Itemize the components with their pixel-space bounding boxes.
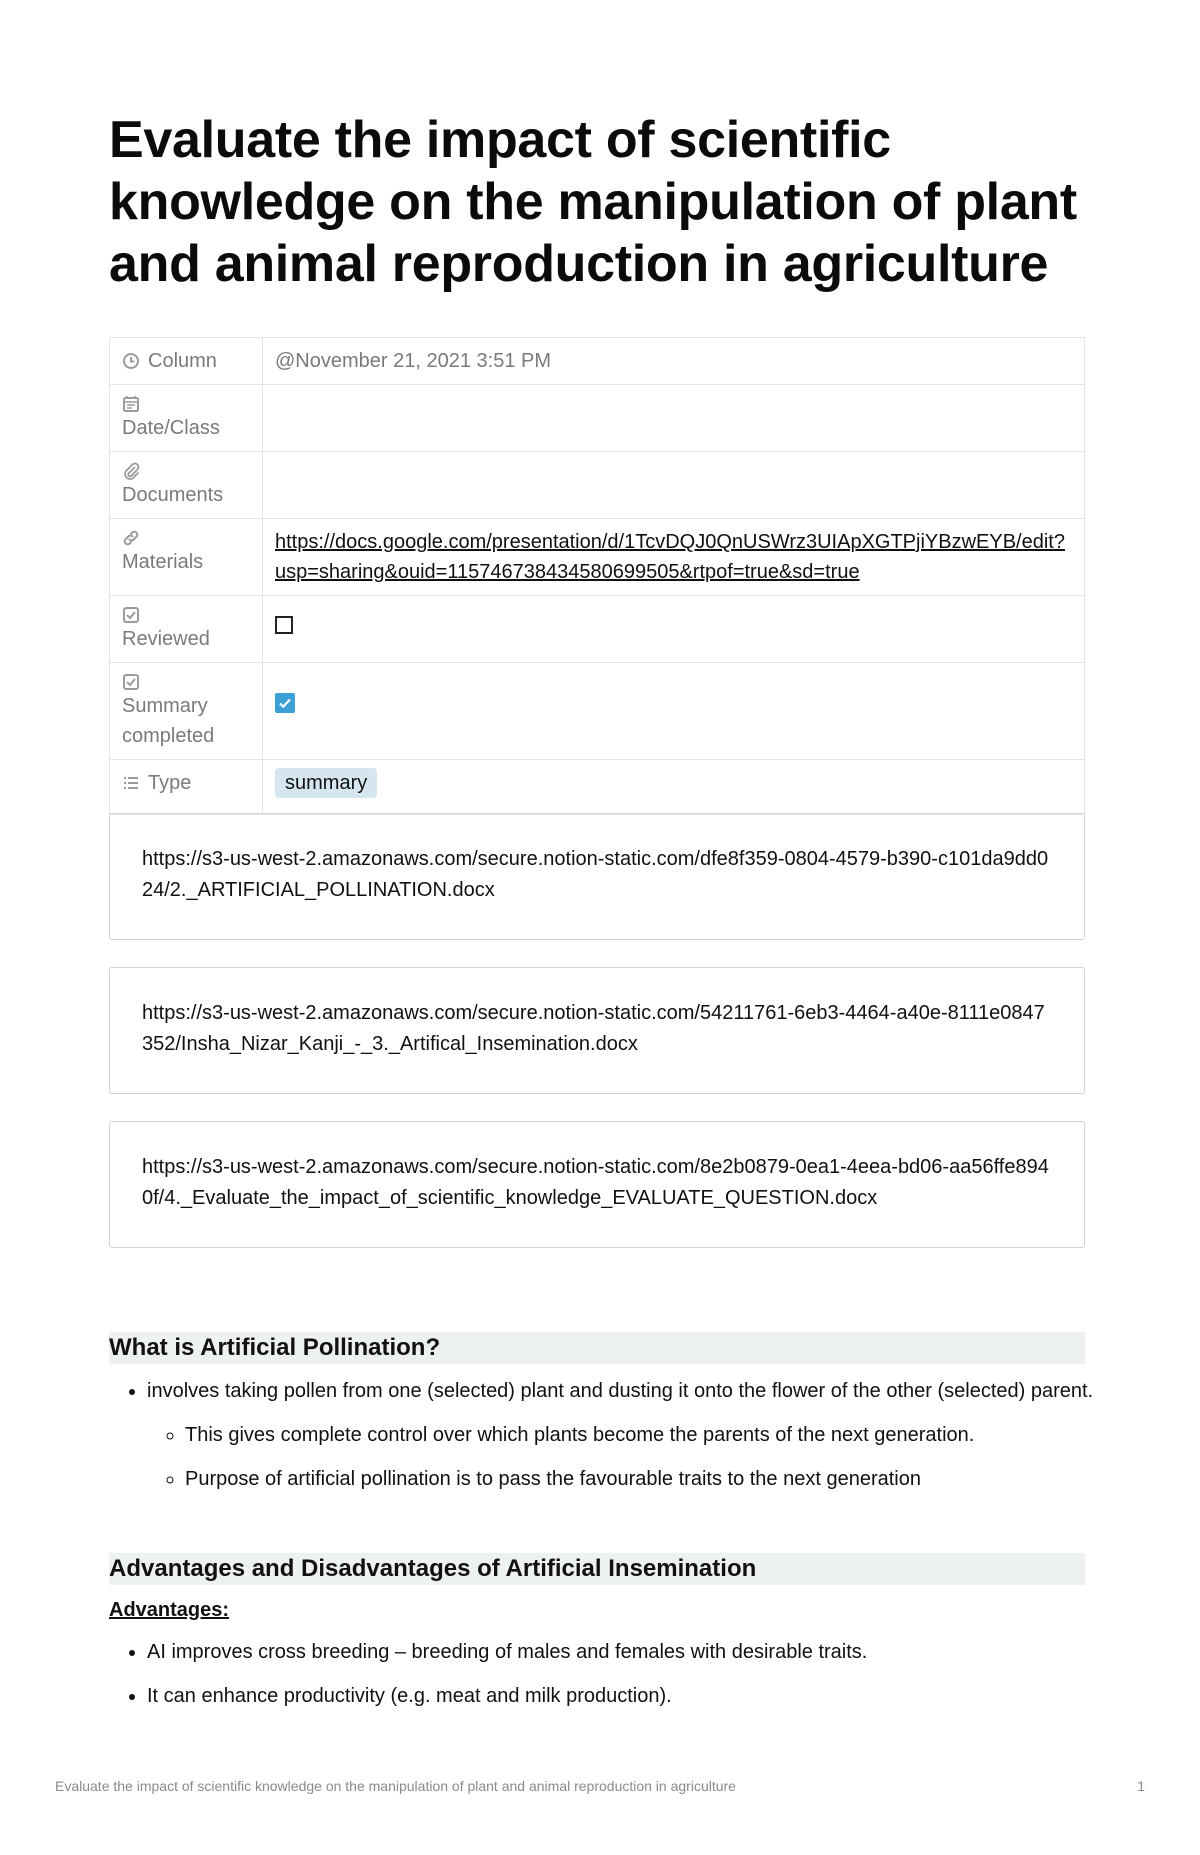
checkmark-icon bbox=[278, 696, 292, 710]
property-name-cell bbox=[110, 385, 263, 452]
list-icon bbox=[122, 774, 140, 792]
page-footer bbox=[55, 1778, 1145, 1794]
property-row-summary-completed bbox=[110, 663, 1085, 760]
list-item-text: It can enhance productivity (e.g. meat and milk production). bbox=[147, 1685, 672, 1707]
list-item-text: This gives complete control over which plants become the parents of the next generation. bbox=[185, 1424, 975, 1446]
property-name-cell bbox=[110, 338, 263, 385]
clock-icon bbox=[122, 352, 140, 370]
file-url: https://s3-us-west-2.amazonaws.com/secure.notion-static.com/dfe8f359-0804-4579-b390-c101da9dd024/2._ARTIFICIAL_POLLINATION.docx bbox=[142, 848, 1049, 901]
property-label: Documents bbox=[122, 484, 224, 506]
property-row-documents bbox=[110, 452, 1085, 519]
reviewed-checkbox[interactable] bbox=[275, 616, 293, 634]
property-value-cell[interactable] bbox=[263, 452, 1085, 519]
file-attachment[interactable] bbox=[109, 1121, 1085, 1248]
page-title: Evaluate the impact of scientific knowledge on the manipulation of plant and animal reproduction in agriculture bbox=[109, 111, 1077, 293]
list-item bbox=[185, 1464, 1123, 1495]
list-item bbox=[147, 1637, 1123, 1668]
property-row-date-class bbox=[110, 385, 1085, 452]
property-value-cell[interactable] bbox=[263, 338, 1085, 385]
property-row-type bbox=[110, 760, 1085, 815]
property-name-cell bbox=[110, 596, 263, 663]
file-url: https://s3-us-west-2.amazonaws.com/secure.notion-static.com/8e2b0879-0ea1-4eea-bd06-aa56ffe8940f/4._Evaluate_the_impact_of_scientific_knowledge_EVALUATE_QUESTION.docx bbox=[142, 1156, 1049, 1209]
materials-link[interactable]: https://docs.google.com/presentation/d/1TcvDQJ0QnUSWrz3UIApXGTPjiYBzwEYB/edit?usp=sharing&ouid=115746738434580699505&rtpof=true&sd=true bbox=[275, 531, 1065, 583]
property-label: Type bbox=[148, 772, 192, 794]
property-row-materials bbox=[110, 519, 1085, 596]
property-value-cell bbox=[263, 596, 1085, 663]
pollination-list bbox=[109, 1376, 1123, 1508]
summary-completed-checkbox[interactable] bbox=[275, 693, 295, 713]
property-row-reviewed bbox=[110, 596, 1085, 663]
advantages-label: Advantages: bbox=[109, 1599, 230, 1621]
pollination-sublist bbox=[147, 1420, 1123, 1495]
property-value-cell[interactable] bbox=[263, 385, 1085, 452]
list-item bbox=[185, 1420, 1123, 1451]
property-label: Materials bbox=[122, 551, 204, 573]
footer-title: Evaluate the impact of scientific knowledge on the manipulation of plant and animal reproduction in agriculture bbox=[55, 1778, 736, 1794]
file-attachment[interactable] bbox=[109, 813, 1085, 940]
property-name-cell bbox=[110, 760, 263, 815]
file-url: https://s3-us-west-2.amazonaws.com/secure.notion-static.com/54211761-6eb3-4464-a40e-8111e0847352/Insha_Nizar_Kanji_-_3._Artifical_Insemination.docx bbox=[142, 1002, 1045, 1055]
type-tag[interactable]: summary bbox=[275, 768, 377, 798]
property-label: Date/Class bbox=[122, 417, 220, 439]
property-name-cell bbox=[110, 663, 263, 760]
checkbox-property-icon bbox=[122, 673, 140, 691]
list-item-text: involves taking pollen from one (selected) plant and dusting it onto the flower of the other (selected) parent. bbox=[147, 1380, 1094, 1402]
page-number: 1 bbox=[1137, 1778, 1145, 1794]
property-value-cell bbox=[263, 663, 1085, 760]
section-heading-pollination: What is Artificial Pollination? bbox=[109, 1332, 1085, 1364]
calendar-icon bbox=[122, 395, 140, 413]
checkbox-property-icon bbox=[122, 606, 140, 624]
properties-table bbox=[109, 337, 1085, 815]
property-label: Column bbox=[148, 350, 217, 372]
created-time-value: @November 21, 2021 3:51 PM bbox=[275, 350, 552, 372]
list-item bbox=[147, 1376, 1123, 1495]
property-name-cell bbox=[110, 452, 263, 519]
list-item bbox=[147, 1681, 1123, 1712]
property-label: Reviewed bbox=[122, 628, 210, 650]
list-item-text: AI improves cross breeding – breeding of males and females with desirable traits. bbox=[147, 1641, 868, 1663]
paperclip-icon bbox=[122, 462, 140, 480]
section-heading-insemination: Advantages and Disadvantages of Artificial Insemination bbox=[109, 1553, 1085, 1585]
property-value-cell bbox=[263, 519, 1085, 596]
property-value-cell[interactable] bbox=[263, 760, 1085, 815]
list-item-text: Purpose of artificial pollination is to pass the favourable traits to the next generation bbox=[185, 1468, 921, 1490]
property-row-column bbox=[110, 338, 1085, 385]
property-name-cell bbox=[110, 519, 263, 596]
file-attachment[interactable] bbox=[109, 967, 1085, 1094]
property-label: Summary completed bbox=[122, 695, 215, 747]
advantages-list bbox=[109, 1637, 1123, 1725]
link-icon bbox=[122, 529, 140, 547]
